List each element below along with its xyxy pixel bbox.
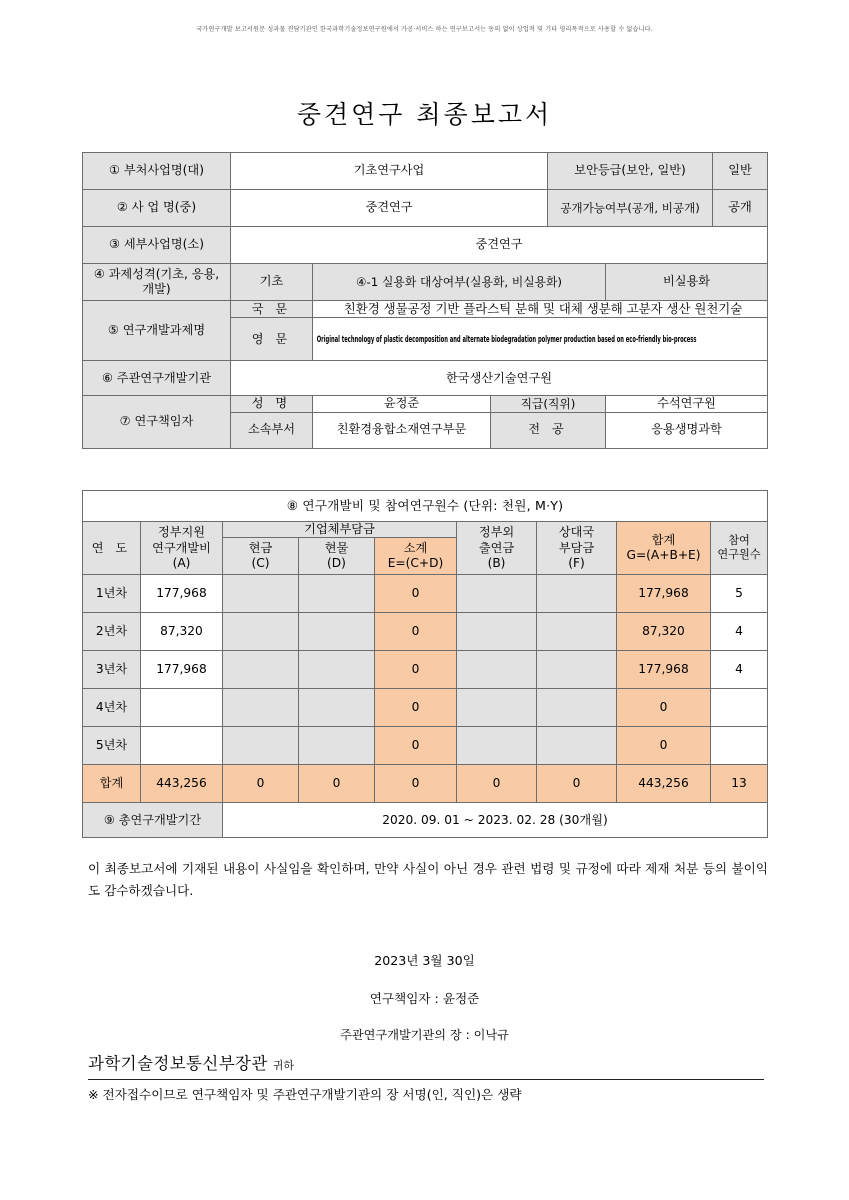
budget-caption: ⑧ 연구개발비 및 참여연구원수 (단위: 천원, M·Y) xyxy=(83,491,768,522)
table-row xyxy=(83,689,768,727)
ministry-program-value: 기초연구사업 xyxy=(231,153,548,190)
pi-major-label: 전 공 xyxy=(491,412,606,448)
table-row xyxy=(83,522,768,538)
row-subtotal: 0 xyxy=(375,651,457,689)
row-inkind xyxy=(299,727,375,765)
commercialization-value: 비실용화 xyxy=(606,264,768,301)
total-row-researchers: 13 xyxy=(711,765,768,803)
table-row xyxy=(83,153,768,190)
row-inkind xyxy=(299,689,375,727)
pi-dept-label: 소속부서 xyxy=(231,412,313,448)
nongov-line1: 정부외 xyxy=(478,525,515,540)
row-gov-fund: 177,968 xyxy=(141,651,223,689)
table-row-total xyxy=(83,765,768,803)
inkind-line2: (D) xyxy=(327,556,346,571)
row-subtotal: 0 xyxy=(375,613,457,651)
row-nongov xyxy=(457,651,537,689)
row-gov-fund: 177,968 xyxy=(141,575,223,613)
researchers-line1: 참여 xyxy=(728,534,750,548)
cash-line2: (C) xyxy=(251,556,270,571)
project-title-kor-label: 국 문 xyxy=(231,301,313,318)
project-type-value: 기초 xyxy=(231,264,313,301)
col-header-company-group: 기업체부담금 xyxy=(223,522,457,538)
row-nongov xyxy=(457,727,537,765)
inkind-line1: 현물 xyxy=(324,541,349,555)
signature-org-head: 주관연구개발기관의 장 : 이낙규 xyxy=(340,1028,509,1042)
col-header-researchers xyxy=(711,522,768,575)
pi-label: ⑦ 연구책임자 xyxy=(83,396,231,448)
table-row xyxy=(83,396,768,412)
row-gov-fund xyxy=(141,689,223,727)
total-row-gov-fund: 443,256 xyxy=(141,765,223,803)
row-year: 3년차 xyxy=(83,651,141,689)
row-partner xyxy=(537,613,617,651)
signature-date: 2023년 3월 30일 xyxy=(374,953,475,968)
col-header-subtotal xyxy=(375,538,457,575)
row-cash xyxy=(223,575,299,613)
total-line2: G=(A+B+E) xyxy=(626,548,701,563)
host-institution-value: 한국생산기술연구원 xyxy=(231,361,768,396)
row-nongov xyxy=(457,575,537,613)
disclosure-value: 공개 xyxy=(713,190,768,227)
gov-fund-line2: 연구개발비 xyxy=(152,540,211,555)
ministry-program-label: ① 부처사업명(대) xyxy=(83,153,231,190)
row-cash xyxy=(223,727,299,765)
row-inkind xyxy=(299,613,375,651)
project-title-kor-text: 친환경 생물공정 기반 플라스틱 분해 및 대체 생분해 고분자 생산 원천기술 xyxy=(343,301,743,316)
row-researchers: 4 xyxy=(711,613,768,651)
pi-rank-label: 직급(직위) xyxy=(491,396,606,412)
col-header-partner xyxy=(537,522,617,575)
row-cash xyxy=(223,689,299,727)
project-title-kor-value xyxy=(313,301,768,318)
total-row-partner: 0 xyxy=(537,765,617,803)
host-institution-label: ⑥ 주관연구개발기관 xyxy=(83,361,231,396)
partner-line1: 상대국 xyxy=(558,525,595,540)
budget-table xyxy=(82,490,768,838)
copyright-notice: 국가연구개발 보고서원문 성과물 전담기관인 한국과학기술정보연구원에서 가공·서비스 하는 연구보고서는 동의 없이 상업적 및 기타 영리목적으로 사용할 수 없습니다. xyxy=(196,26,653,33)
project-info-table xyxy=(82,152,768,449)
col-header-cash xyxy=(223,538,299,575)
pi-dept-value: 친환경융합소재연구부문 xyxy=(313,412,491,448)
total-row-inkind: 0 xyxy=(299,765,375,803)
row-subtotal: 0 xyxy=(375,727,457,765)
row-year: 1년차 xyxy=(83,575,141,613)
col-header-nongov xyxy=(457,522,537,575)
total-row-cash: 0 xyxy=(223,765,299,803)
table-row xyxy=(83,575,768,613)
commercialization-label: ④-1 실용화 대상여부(실용화, 비실용화) xyxy=(313,264,606,301)
total-row-total: 443,256 xyxy=(617,765,711,803)
subtotal-line1: 소계 xyxy=(403,541,428,555)
row-partner xyxy=(537,651,617,689)
project-title-eng-text: Original technology of plastic decomposition and alternate biodegradation polymer production based on eco-friendly bio-process xyxy=(316,334,697,344)
project-title-eng-value xyxy=(313,318,768,361)
total-line1: 합계 xyxy=(651,532,676,547)
table-row xyxy=(83,803,768,838)
row-cash xyxy=(223,613,299,651)
footnote-text: ※ 전자접수이므로 연구책임자 및 주관연구개발기관의 장 서명(인, 직인)은 생략 xyxy=(88,1087,522,1102)
row-subtotal: 0 xyxy=(375,575,457,613)
project-title-eng-label: 영 문 xyxy=(231,318,313,361)
table-row xyxy=(83,651,768,689)
row-nongov xyxy=(457,613,537,651)
col-header-total xyxy=(617,522,711,575)
row-researchers: 5 xyxy=(711,575,768,613)
table-row xyxy=(83,264,768,301)
table-row xyxy=(83,227,768,264)
subprogram-label: ③ 세부사업명(소) xyxy=(83,227,231,264)
row-researchers: 4 xyxy=(711,651,768,689)
security-grade-value: 일반 xyxy=(713,153,768,190)
total-row-year: 합계 xyxy=(83,765,141,803)
program-name-value: 중견연구 xyxy=(231,190,548,227)
nongov-line3: (B) xyxy=(487,555,506,570)
addressee-suffix: 귀하 xyxy=(272,1059,294,1072)
gov-fund-line3: (A) xyxy=(172,555,191,570)
pi-name-value: 윤정준 xyxy=(313,396,491,412)
row-partner xyxy=(537,689,617,727)
addressee-title: 과학기술정보통신부장관 xyxy=(88,1054,268,1073)
row-researchers xyxy=(711,689,768,727)
row-gov-fund: 87,320 xyxy=(141,613,223,651)
col-header-year: 연 도 xyxy=(83,522,141,575)
row-subtotal: 0 xyxy=(375,689,457,727)
partner-line3: (F) xyxy=(568,555,585,570)
row-partner xyxy=(537,575,617,613)
declaration-text: 이 최종보고서에 기재된 내용이 사실임을 확인하며, 만약 사실이 아닌 경우 관련 법령 및 규정에 따라 제재 처분 등의 불이익도 감수하겠습니다. xyxy=(88,861,768,899)
project-title-label: ⑤ 연구개발과제명 xyxy=(83,301,231,361)
security-grade-label: 보안등급(보안, 일반) xyxy=(548,153,713,190)
page-title: 중견연구 최종보고서 xyxy=(296,100,553,129)
program-name-label: ② 사 업 명(중) xyxy=(83,190,231,227)
period-value: 2020. 09. 01 ~ 2023. 02. 28 (30개월) xyxy=(223,803,768,838)
row-total: 87,320 xyxy=(617,613,711,651)
project-type-label: ④ 과제성격(기초, 응용, 개발) xyxy=(83,264,231,301)
addressee-line xyxy=(88,1050,764,1080)
row-year: 4년차 xyxy=(83,689,141,727)
period-label: ⑨ 총연구개발기간 xyxy=(83,803,223,838)
row-total: 0 xyxy=(617,727,711,765)
row-total: 0 xyxy=(617,689,711,727)
row-nongov xyxy=(457,689,537,727)
table-row xyxy=(83,301,768,318)
table-row xyxy=(83,727,768,765)
researchers-line2: 연구원수 xyxy=(717,548,761,562)
row-partner xyxy=(537,727,617,765)
cash-line1: 현금 xyxy=(248,541,273,555)
total-row-nongov: 0 xyxy=(457,765,537,803)
disclosure-label: 공개가능여부(공개, 비공개) xyxy=(548,190,713,227)
subtotal-line2: E=(C+D) xyxy=(387,556,444,571)
subprogram-value: 중견연구 xyxy=(231,227,768,264)
col-header-gov-fund xyxy=(141,522,223,575)
table-row xyxy=(83,190,768,227)
pi-major-value: 응용생명과학 xyxy=(606,412,768,448)
row-total: 177,968 xyxy=(617,575,711,613)
col-header-inkind xyxy=(299,538,375,575)
gov-fund-line1: 정부지원 xyxy=(157,525,206,540)
row-year: 5년차 xyxy=(83,727,141,765)
row-total: 177,968 xyxy=(617,651,711,689)
row-cash xyxy=(223,651,299,689)
table-row xyxy=(83,491,768,522)
pi-rank-value: 수석연구원 xyxy=(606,396,768,412)
pi-name-label: 성 명 xyxy=(231,396,313,412)
row-researchers xyxy=(711,727,768,765)
table-row xyxy=(83,361,768,396)
nongov-line2: 출연금 xyxy=(478,540,515,555)
table-row xyxy=(83,613,768,651)
row-gov-fund xyxy=(141,727,223,765)
row-inkind xyxy=(299,575,375,613)
row-inkind xyxy=(299,651,375,689)
row-year: 2년차 xyxy=(83,613,141,651)
partner-line2: 부담금 xyxy=(558,540,595,555)
total-row-subtotal: 0 xyxy=(375,765,457,803)
signature-pi: 연구책임자 : 윤정준 xyxy=(369,991,480,1006)
